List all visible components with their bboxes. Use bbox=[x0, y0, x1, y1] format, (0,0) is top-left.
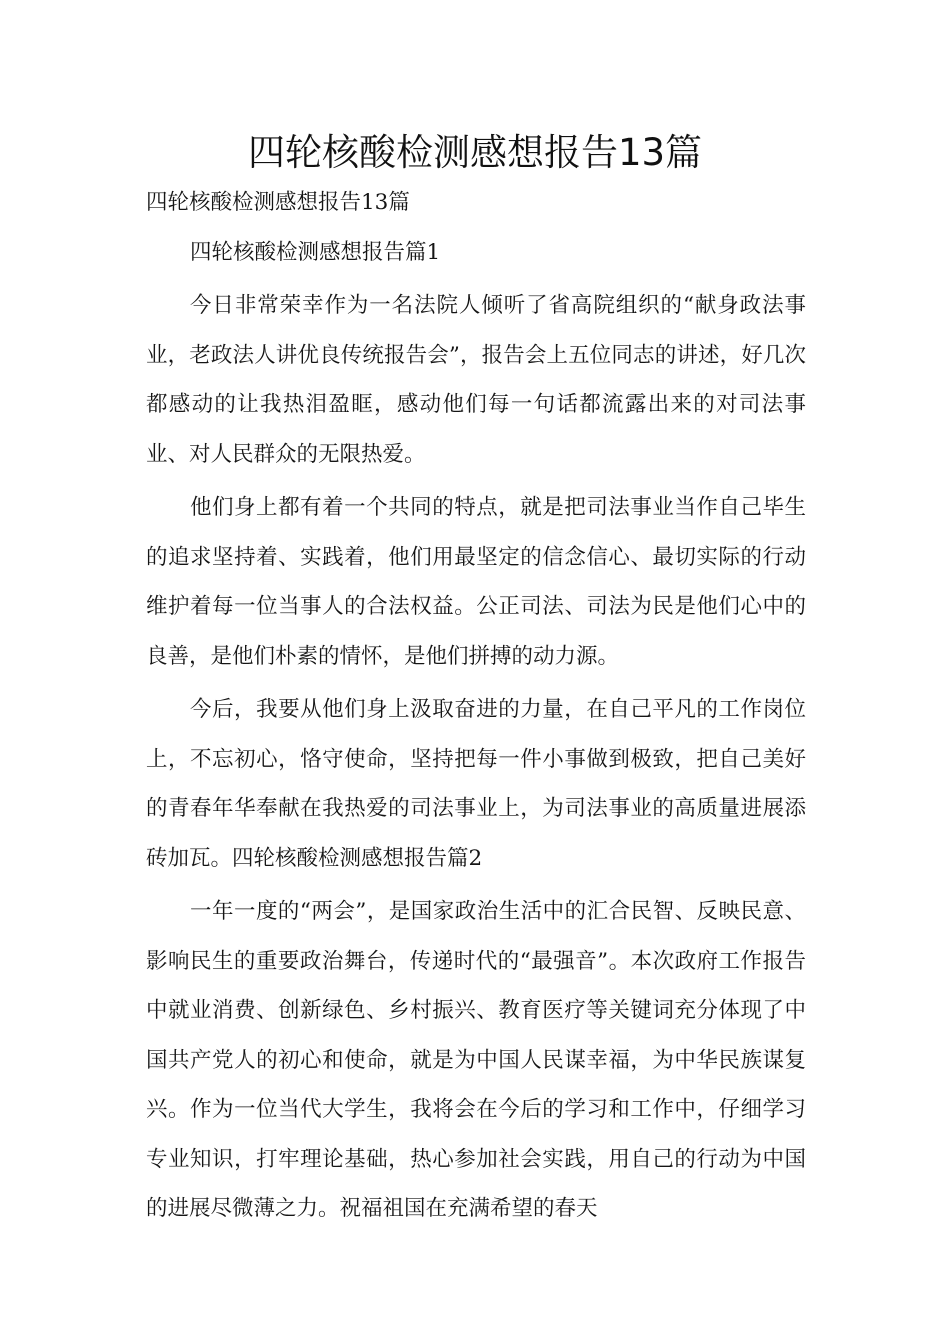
paragraph-4: 一年一度的“两会”，是国家政治生活中的汇合民智、反映民意、影响民生的重要政治舞台，传递时代的“最强音”。本次政府工作报告中就业消费、创新绿色、乡村振兴、教育医疗等关键词充分体现了中国共产党人的初心和使命，就是为中国人民谋幸福，为中华民族谋复兴。作为一位当代大学生，我将会在今后的学习和工作中，仔细学习专业知识，打牢理论基础，热心参加社会实践，用自己的行动为中国的进展尽微薄之力。祝福祖国在充满希望的春天 bbox=[146, 899, 806, 1221]
document-title: 四轮核酸检测感想报告13篇 bbox=[247, 131, 703, 174]
paragraph-3: 今后，我要从他们身上汲取奋进的力量，在自己平凡的工作岗位上，不忘初心，恪守使命，坚持把每一件小事做到极致，把自己美好的青春年华奉献在我热爱的司法事业上，为司法事业的高质量进展添砖加瓦。四轮核酸检测感想报告篇2 bbox=[146, 697, 806, 871]
section-heading-1: 四轮核酸检测感想报告篇1 bbox=[190, 239, 441, 265]
document-body bbox=[146, 178, 806, 1234]
paragraph-2: 他们身上都有着一个共同的特点，就是把司法事业当作自己毕生的追求坚持着、实践着，他们用最坚定的信念信心、最切实际的行动维护着每一位当事人的合法权益。公正司法、司法为民是他们心中的良善，是他们朴素的情怀，是他们拼搏的动力源。 bbox=[146, 495, 806, 669]
paragraph-1: 今日非常荣幸作为一名法院人倾听了省高院组织的“献身政法事业，老政法人讲优良传统报告会”，报告会上五位同志的讲述，好几次都感动的让我热泪盈眶，感动他们每一句话都流露出来的对司法事业、对人民群众的无限热爱。 bbox=[146, 293, 806, 467]
document-subtitle: 四轮核酸检测感想报告13篇 bbox=[146, 190, 410, 215]
